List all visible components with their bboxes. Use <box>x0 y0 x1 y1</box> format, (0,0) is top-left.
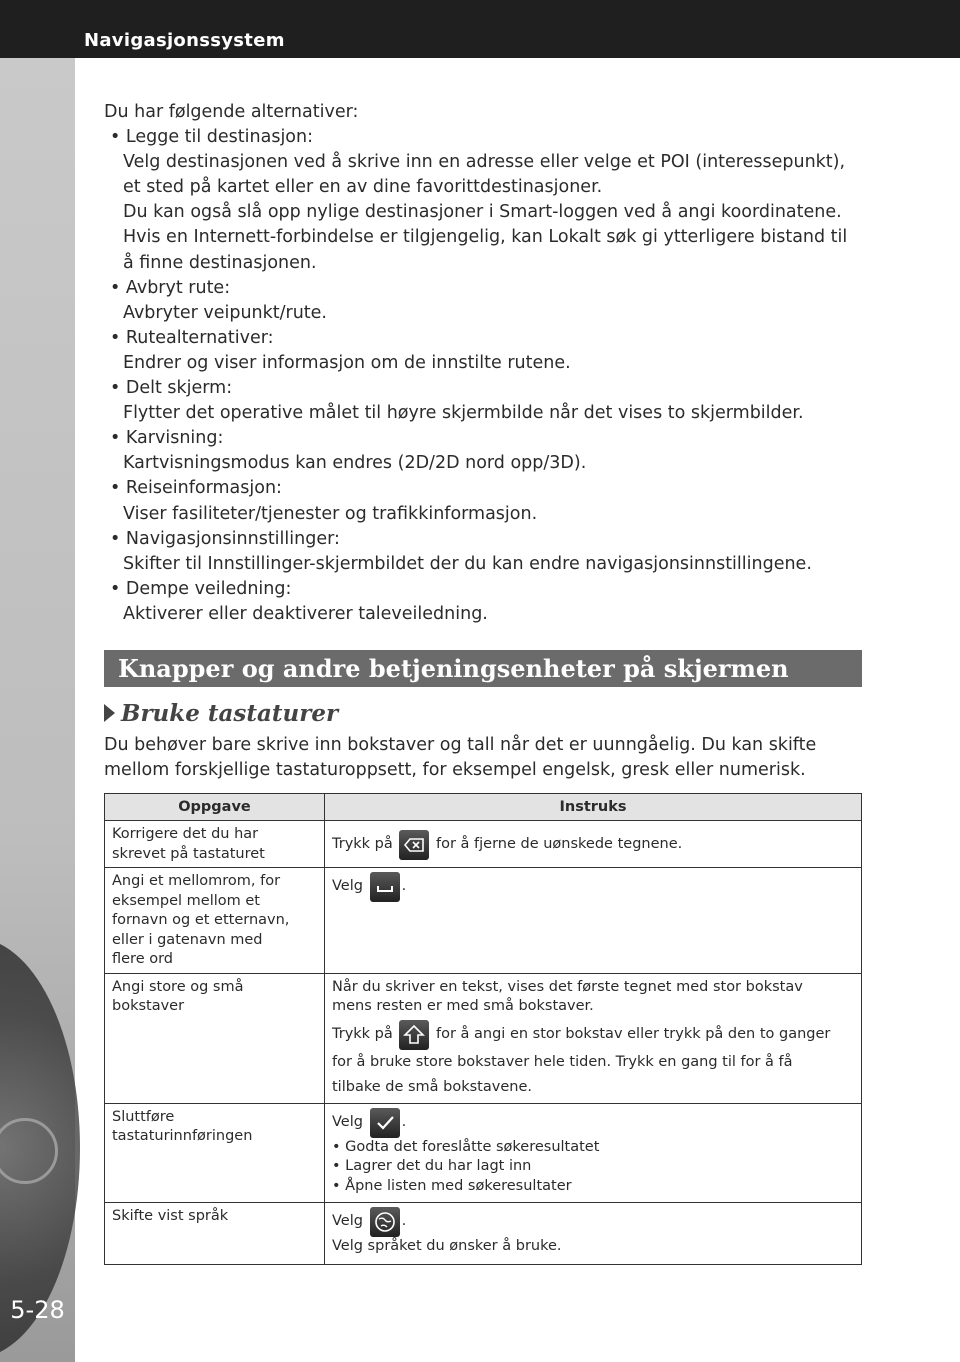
task-text: Skifte vist språk <box>112 1207 229 1224</box>
task-cell <box>105 973 325 1103</box>
options-list <box>104 100 864 627</box>
option-body: Aktiverer eller deaktiverer taleveiledning. <box>123 603 488 624</box>
intro-line: Du har følgende alternativer: <box>104 102 359 122</box>
instruction-text: . <box>401 1212 407 1229</box>
list-item <box>104 326 864 376</box>
subsection-intro <box>104 733 862 783</box>
table-row <box>105 1103 862 1202</box>
list-item <box>104 376 864 426</box>
task-text: Sluttføre <box>112 1108 175 1125</box>
option-body: Viser fasiliteter/tjenester og trafikkinformasjon. <box>123 503 538 524</box>
task-text: eksempel mellom et <box>112 892 260 909</box>
option-body: Du kan også slå opp nylige destinasjoner i Smart-loggen ved å angi koordinatene. <box>123 202 842 223</box>
space-icon <box>370 872 400 902</box>
section-heading: Knapper og andre betjeningsenheter på skjermen <box>104 650 862 687</box>
task-text: Korrigere det du har <box>112 826 259 842</box>
page-number: 5-28 <box>10 1296 65 1324</box>
instruction-text: for å bruke store bokstaver hele tiden. Trykk en gang til for å få <box>332 1053 793 1070</box>
instruction-text: Trykk på <box>332 1026 393 1042</box>
instruction-text: Velg <box>332 1212 363 1229</box>
option-body: Hvis en Internett-forbindelse er tilgjengelig, kan Lokalt søk gi ytterligere bistand til <box>123 227 848 248</box>
subsection-title: Bruke tastaturer <box>121 700 339 727</box>
instruction-cell <box>325 1103 862 1202</box>
instruction-text: Velg <box>332 878 363 895</box>
intro-text: mellom forskjellige tastaturoppsett, for eksempel engelsk, gresk eller numerisk. <box>104 760 806 780</box>
list-item <box>104 426 864 476</box>
list-item <box>104 577 864 627</box>
intro-text: Du behøver bare skrive inn bokstaver og tall når det er uunngåelig. Du kan skifte <box>104 735 817 755</box>
result-list <box>332 1138 855 1197</box>
option-head: • Karvisning: <box>104 426 864 451</box>
column-header: Oppgave <box>105 794 325 821</box>
list-item: • Godta det foreslåtte søkeresultatet <box>332 1138 855 1158</box>
option-body: å finne destinasjonen. <box>123 252 317 273</box>
triangle-marker-icon <box>104 704 115 722</box>
option-head: • Navigasjonsinnstillinger: <box>104 527 864 552</box>
keyboard-table <box>104 793 862 1265</box>
table-row <box>105 821 862 868</box>
option-head: • Legge til destinasjon: <box>104 125 864 150</box>
table-row <box>105 973 862 1103</box>
task-cell <box>105 821 325 868</box>
task-text: bokstaver <box>112 998 185 1014</box>
option-head: • Delt skjerm: <box>104 376 864 401</box>
task-text: tastaturinnføringen <box>112 1128 253 1144</box>
instruction-text: for å fjerne de uønskede tegnene. <box>435 835 683 852</box>
instruction-text: Når du skriver en tekst, vises det første tegnet med stor bokstav <box>332 978 803 995</box>
checkmark-icon <box>370 1108 400 1138</box>
task-text: Angi et mellomrom, for <box>112 873 281 889</box>
section-title: Navigasjonssystem <box>84 30 285 51</box>
instruction-text: for å angi en stor bokstav eller trykk på den to ganger <box>435 1026 831 1042</box>
instruction-text: Trykk på <box>332 835 393 852</box>
instruction-cell <box>325 1202 862 1264</box>
shift-icon <box>399 1020 429 1050</box>
option-body: Velg destinasjonen ved å skrive inn en adresse eller velge et POI (interessepunkt), <box>123 152 846 173</box>
list-item <box>104 476 864 526</box>
instruction-cell <box>325 973 862 1103</box>
option-body: Avbryter veipunkt/rute. <box>123 302 327 323</box>
option-head: • Rutealternativer: <box>104 326 864 351</box>
sidebar-decoration <box>0 58 75 1362</box>
option-head: • Dempe veiledning: <box>104 577 864 602</box>
option-head: • Reiseinformasjon: <box>104 476 864 501</box>
table-row <box>105 868 862 974</box>
globe-icon <box>370 1207 400 1237</box>
option-body: Skifter til Innstillinger-skjermbildet der du kan endre navigasjonsinnstillingene. <box>123 553 812 574</box>
task-cell <box>105 868 325 974</box>
instruction-text: mens resten er med små bokstaver. <box>332 997 594 1014</box>
task-text: skrevet på tastaturet <box>112 845 265 862</box>
instruction-text: Velg <box>332 1113 363 1130</box>
list-item <box>104 527 864 577</box>
task-text: fornavn og et etternavn, <box>112 912 290 928</box>
instruction-text: . <box>401 878 407 895</box>
instruction-text: Velg språket du ønsker å bruke. <box>332 1237 562 1254</box>
list-item: • Åpne listen med søkeresultater <box>332 1177 855 1197</box>
task-text: eller i gatenavn med <box>112 931 263 948</box>
task-cell <box>105 1103 325 1202</box>
subsection-heading <box>104 700 338 730</box>
instruction-text: tilbake de små bokstavene. <box>332 1078 532 1095</box>
option-head: • Avbryt rute: <box>104 276 864 301</box>
option-body: Kartvisningsmodus kan endres (2D/2D nord opp/3D). <box>123 453 587 474</box>
task-text: Angi store og små <box>112 978 244 995</box>
table-header-row <box>105 794 862 821</box>
option-body: Endrer og viser informasjon om de innstilte rutene. <box>123 352 571 373</box>
list-item: • Lagrer det du har lagt inn <box>332 1157 855 1177</box>
instruction-text: . <box>401 1113 407 1130</box>
list-item <box>104 125 864 276</box>
task-text: flere ord <box>112 951 174 967</box>
instruction-cell <box>325 868 862 974</box>
instruction-cell <box>325 821 862 868</box>
list-item <box>104 276 864 326</box>
table-row <box>105 1202 862 1264</box>
option-body: Flytter det operative målet til høyre skjermbilde når det vises to skjermbilder. <box>123 403 804 424</box>
task-cell <box>105 1202 325 1264</box>
option-body: et sted på kartet eller en av dine favorittdestinasjoner. <box>123 177 603 198</box>
column-header: Instruks <box>325 794 862 821</box>
backspace-icon <box>399 830 429 860</box>
header-bar <box>0 0 960 58</box>
